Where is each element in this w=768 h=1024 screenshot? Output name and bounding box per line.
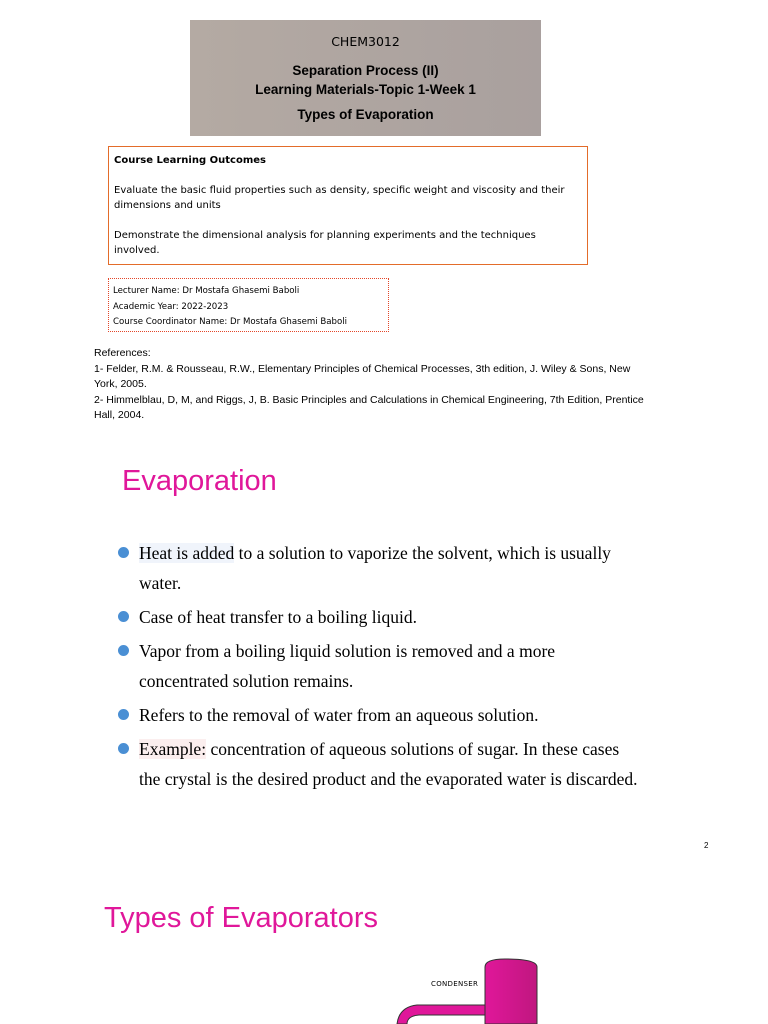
reference-item: 2- Himmelblau, D, M, and Riggs, J, B. Basic Principles and Calculations in Chemical Engineering, 7th Edition, Prentice Hall, 2004.	[94, 393, 644, 421]
condenser-label: CONDENSER	[431, 980, 479, 988]
document-subtitle: Types of Evaporation	[297, 107, 434, 122]
bullet-text: to a solution to vaporize the solvent, which is usually water.	[139, 543, 611, 593]
bullet-dot-icon	[118, 547, 129, 558]
learning-outcome-item: Demonstrate the dimensional analysis for planning experiments and the techniques involved.	[114, 230, 536, 256]
bullet-dot-icon	[118, 709, 129, 720]
lecturer-name: Lecturer Name: Dr Mostafa Ghasemi Baboli	[113, 286, 300, 296]
bullet-item	[118, 734, 638, 794]
reference-item: 1- Felder, R.M. & Rousseau, R.W., Elementary Principles of Chemical Processes, 3th edition, J. Wiley & Sons, New York, 2005.	[94, 362, 631, 390]
topic-line: Learning Materials-Topic 1-Week 1	[255, 82, 476, 97]
academic-year: Academic Year: 2022-2023	[113, 301, 229, 312]
highlighted-text: Heat is added	[139, 543, 235, 563]
page-number: 2	[704, 841, 709, 850]
evaporator-diagram	[395, 955, 545, 1024]
coordinator-name: Course Coordinator Name: Dr Mostafa Ghasemi Baboli	[113, 317, 348, 327]
condenser-shape	[485, 959, 537, 1024]
bullet-item	[118, 700, 638, 730]
bullet-item	[118, 636, 638, 696]
course-info-box	[108, 278, 389, 332]
references	[94, 346, 654, 424]
bullet-dot-icon	[118, 743, 129, 754]
bullet-item	[118, 602, 638, 632]
bullet-list	[118, 538, 638, 798]
bullet-text: concentration of aqueous solutions of sugar. In these cases the crystal is the desired product and the evaporated water is discarded.	[139, 739, 638, 789]
bullet-dot-icon	[118, 645, 129, 656]
bullet-text: Case of heat transfer to a boiling liquid.	[139, 607, 417, 627]
slide-title-evaporation: Evaporation	[122, 465, 277, 497]
bullet-item	[118, 538, 638, 598]
bullet-dot-icon	[118, 611, 129, 622]
slide-title-types-of-evaporators: Types of Evaporators	[104, 902, 379, 934]
learning-outcomes-heading: Course Learning Outcomes	[114, 155, 266, 166]
references-heading: References:	[94, 347, 151, 359]
highlighted-text: Example:	[139, 739, 207, 759]
course-title: Separation Process (II)	[292, 63, 439, 78]
learning-outcome-item: Evaluate the basic fluid properties such as density, specific weight and viscosity and their dimensions and units	[114, 185, 565, 211]
learning-outcomes-box	[108, 146, 588, 265]
bullet-text: Vapor from a boiling liquid solution is removed and a more concentrated solution remains.	[139, 641, 556, 691]
title-block	[190, 20, 541, 136]
course-code: CHEM3012	[331, 34, 400, 49]
bullet-text: Refers to the removal of water from an aqueous solution.	[139, 705, 539, 725]
vapor-pipe	[397, 1005, 485, 1024]
